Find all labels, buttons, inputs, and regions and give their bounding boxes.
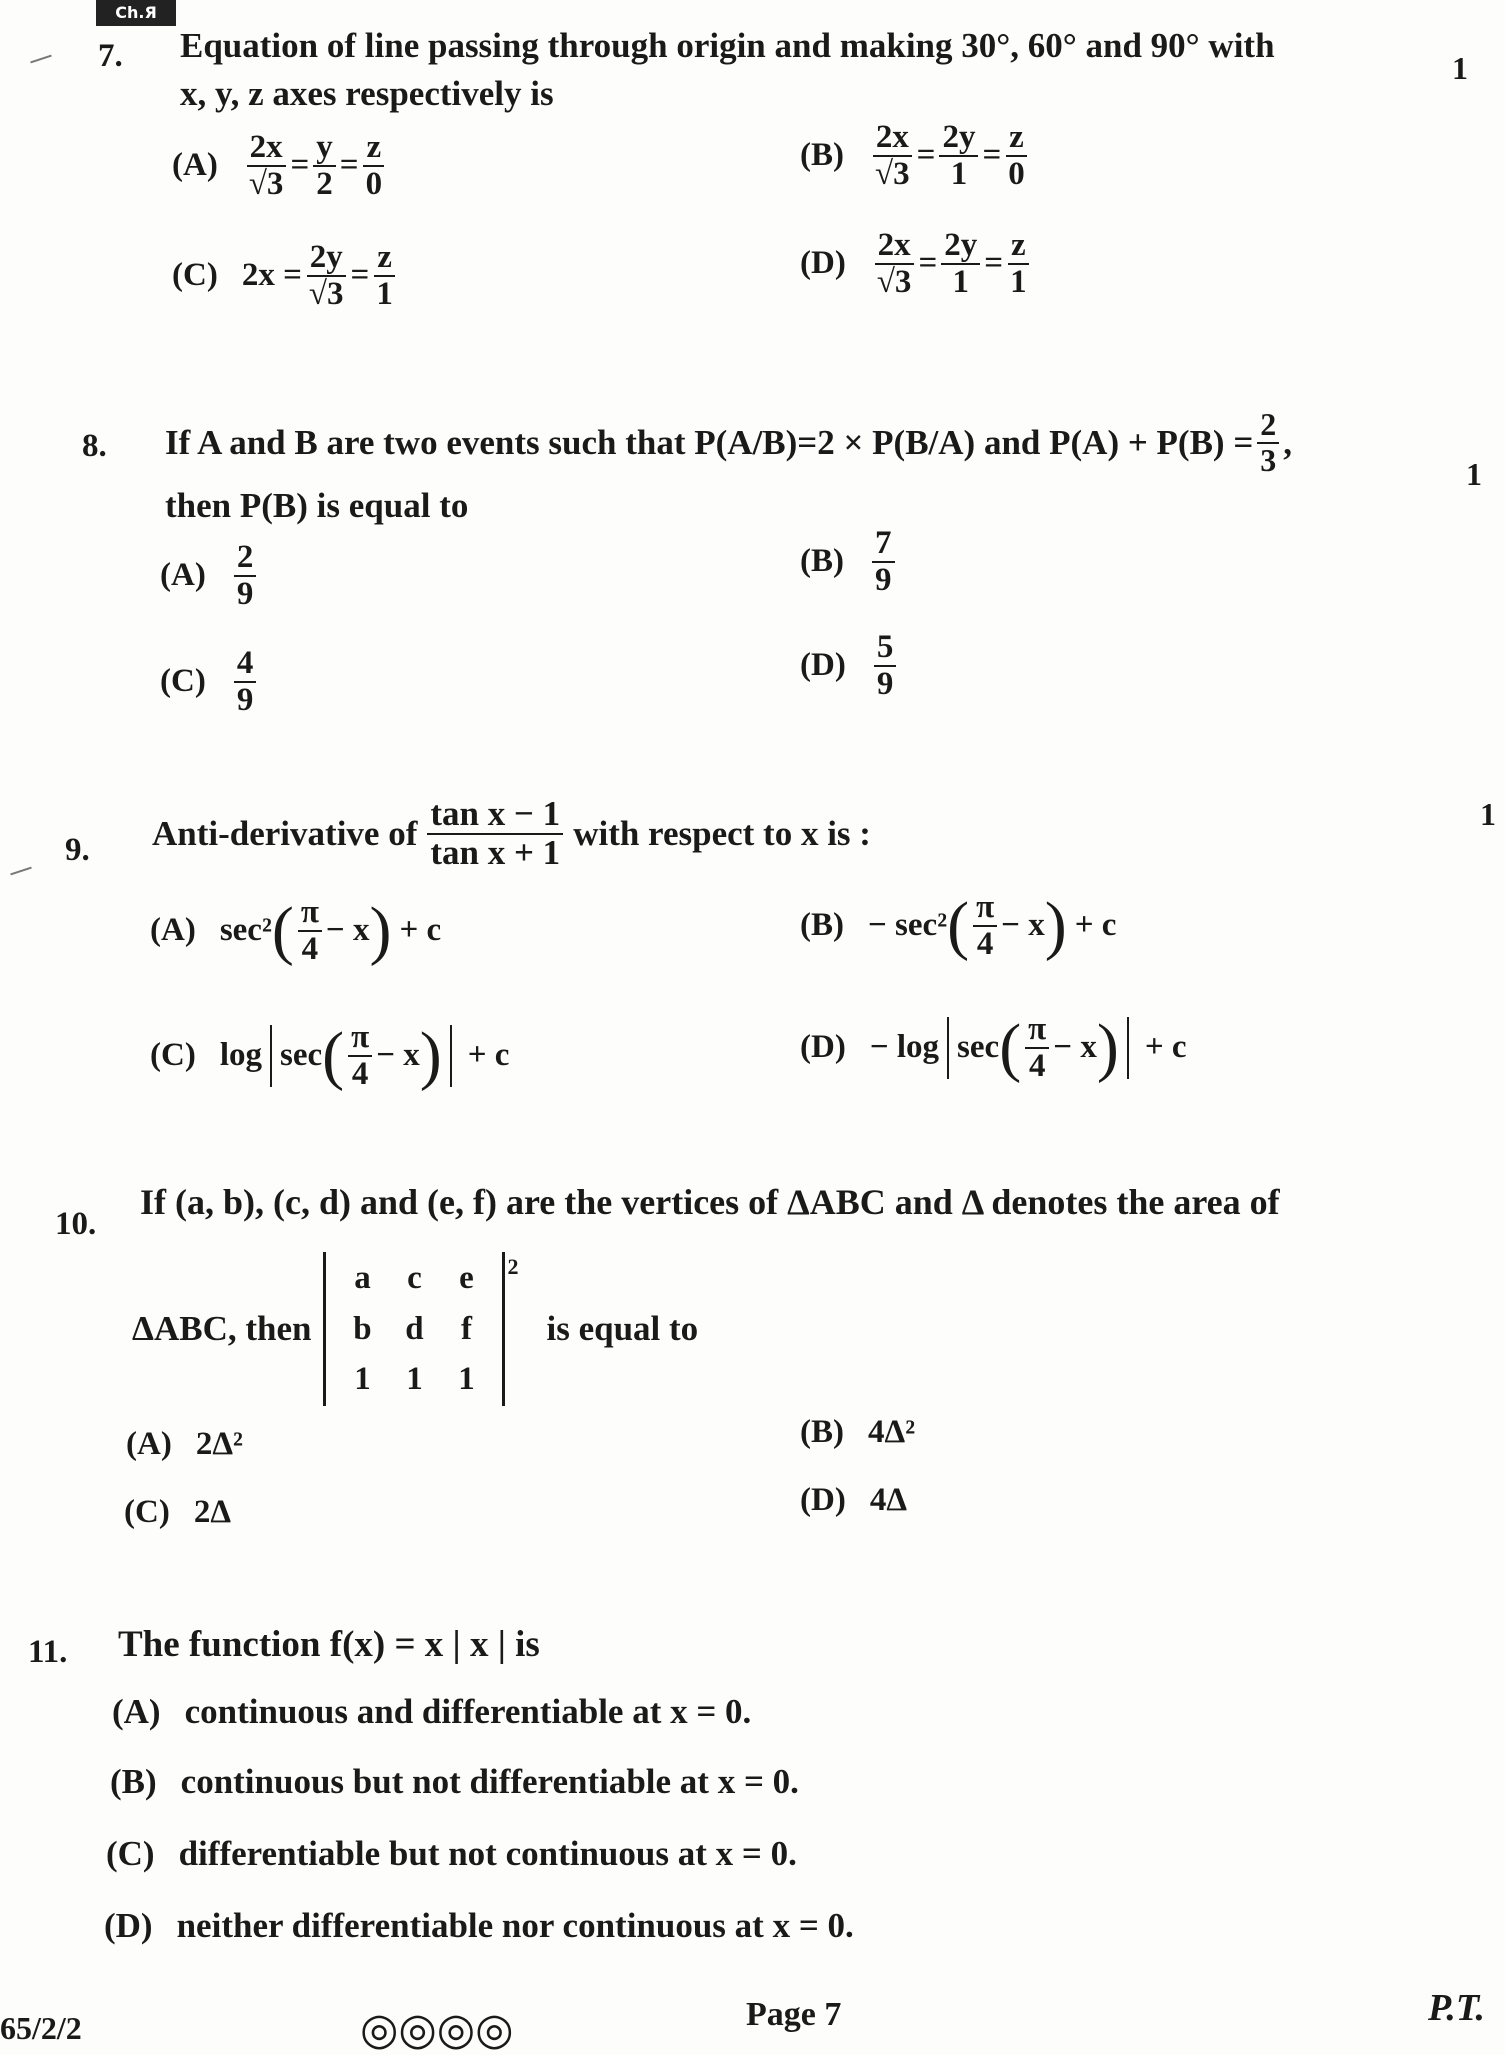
option-label: (D) <box>800 245 846 282</box>
denominator: 4 <box>351 1055 369 1092</box>
numerator: 2x <box>873 120 912 157</box>
option-d <box>800 630 900 701</box>
option-text: 4Δ <box>869 1482 908 1518</box>
question-text-part: with respect to x is : <box>573 814 871 854</box>
numerator: 2x <box>875 228 914 265</box>
option-label: (B) <box>110 1762 157 1801</box>
option-text: continuous but not differentiable at x = 0. <box>180 1762 799 1801</box>
abs-bar <box>270 1025 272 1087</box>
fraction <box>306 240 347 311</box>
matrix-cell: b <box>353 1310 372 1347</box>
numerator: 2y <box>941 228 980 265</box>
denominator: 4 <box>976 925 994 962</box>
matrix-cell: f <box>460 1310 472 1347</box>
abs-bar <box>450 1025 452 1087</box>
numerator: π <box>298 895 322 932</box>
fraction <box>872 526 895 597</box>
option-c <box>150 1020 509 1091</box>
numerator: 2y <box>939 120 978 157</box>
expr-part: + c <box>399 912 442 949</box>
option-a <box>126 1426 243 1463</box>
matrix-cell: 1 <box>354 1361 371 1398</box>
matrix-cell: d <box>405 1310 424 1347</box>
question-number: 7. <box>98 38 123 74</box>
option-label: (C) <box>106 1834 155 1873</box>
option-label: (B) <box>800 1414 844 1450</box>
matrix-cell: 1 <box>458 1361 475 1398</box>
paren: ( <box>322 1018 345 1092</box>
fraction <box>1005 120 1028 191</box>
expr-part: + c <box>1144 1029 1187 1066</box>
numerator: 2 <box>1257 408 1279 444</box>
option-label: (D) <box>800 1482 846 1518</box>
fraction <box>1257 408 1279 477</box>
option-label: (C) <box>124 1494 170 1530</box>
option-d <box>104 1906 854 1946</box>
expr-part: − sec² <box>868 907 948 944</box>
footer-mark: ◎◎◎◎ <box>360 2005 514 2054</box>
marks: 1 <box>1466 456 1482 492</box>
expr-part: − x <box>1053 1029 1097 1066</box>
denominator: 9 <box>875 561 892 598</box>
fraction <box>1007 228 1030 299</box>
question-text <box>152 796 871 872</box>
marks: 1 <box>1452 50 1468 86</box>
denominator: √3 <box>875 155 910 192</box>
matrix-cell: a <box>354 1260 371 1296</box>
numerator: z <box>374 240 395 277</box>
fraction <box>246 130 287 201</box>
denominator: √3 <box>248 165 284 202</box>
pen-mark <box>10 867 32 876</box>
option-a: (A) $\frac{2x}{√3}$ = $\frac{y}{2}$ = $\frac{z}{0}$ <box>172 130 389 201</box>
paren: ) <box>419 1018 442 1092</box>
denominator: √3 <box>876 263 912 300</box>
question-text: Equation of line passing through origin and making 30°, 60° and 90° with <box>180 26 1275 65</box>
option-a <box>112 1692 751 1732</box>
option-d <box>800 1012 1187 1083</box>
question-text-part: ΔABC, then <box>132 1309 312 1349</box>
fraction <box>363 130 386 201</box>
denominator: 1 <box>1010 263 1027 300</box>
paper-code: 65/2/2 <box>0 2010 82 2046</box>
option-c: (C) 2x = $\frac{2y}{√3}$ = $\frac{z}{1}$ <box>172 240 400 311</box>
matrix-cell: c <box>407 1260 422 1296</box>
page-number: Page 7 <box>746 1996 842 2033</box>
option-label: (C) <box>150 1037 196 1074</box>
question-number: 8. <box>82 428 107 464</box>
denominator: 9 <box>876 665 894 702</box>
denominator: 9 <box>236 681 254 718</box>
denominator: tan x + 1 <box>430 832 561 872</box>
expr-part: − x <box>325 912 370 949</box>
option-label: (C) <box>160 663 206 700</box>
paren: ) <box>369 893 392 967</box>
option-text: 4Δ² <box>868 1414 916 1450</box>
denominator: 0 <box>1008 155 1025 192</box>
numerator: z <box>1008 228 1029 265</box>
paren: ( <box>947 888 970 962</box>
expr-part: sec <box>279 1037 323 1074</box>
option-b <box>800 1414 915 1451</box>
expr-part: + c <box>467 1037 510 1074</box>
numerator: z <box>1006 120 1027 157</box>
option-text: differentiable but not continuous at x = 0. <box>178 1834 797 1873</box>
question-text: x, y, z axes respectively is <box>180 74 554 113</box>
pen-mark <box>30 55 52 64</box>
option-label: (B) <box>800 137 844 174</box>
paren: ) <box>1044 888 1067 962</box>
expr-part: + c <box>1074 907 1117 944</box>
question-text: The function f(x) = x | x | is <box>118 1624 540 1665</box>
denominator: 4 <box>1028 1047 1046 1084</box>
question-text-part: Anti-derivative of <box>152 814 418 854</box>
question-text <box>165 408 1292 477</box>
fraction <box>872 120 913 191</box>
question-text: then P(B) is equal to <box>165 486 469 525</box>
numerator: π <box>1025 1012 1049 1049</box>
option-b: (B) $\frac{2x}{√3}$ = $\frac{2y}{1}$ = $\frac{z}{0}$ <box>800 120 1032 191</box>
fraction <box>234 646 257 717</box>
denominator: 2 <box>316 165 333 202</box>
option-c <box>124 1494 231 1531</box>
option-text: continuous and differentiable at x = 0. <box>184 1692 752 1731</box>
matrix-cell: e <box>459 1260 474 1296</box>
option-text: 2Δ <box>193 1494 232 1530</box>
marks: 1 <box>1480 796 1496 832</box>
option-d: (D) $\frac{2x}{√3}$ = $\frac{2y}{1}$ = $\frac{z}{1}$ <box>800 228 1034 299</box>
numerator: 7 <box>872 526 895 563</box>
fraction <box>874 630 897 701</box>
option-label: (B) <box>800 543 844 580</box>
paren: ( <box>999 1010 1022 1084</box>
numerator: π <box>973 890 997 927</box>
fraction <box>313 130 336 201</box>
abs-bar <box>1127 1017 1129 1079</box>
numerator: z <box>363 130 384 167</box>
question-text-part: , <box>1283 422 1293 462</box>
fraction <box>1025 1012 1049 1083</box>
option-a <box>160 540 260 611</box>
question-number: 11. <box>28 1634 68 1670</box>
option-b <box>800 890 1116 961</box>
option-c <box>106 1834 797 1874</box>
option-b <box>110 1762 799 1802</box>
expr-part: − x <box>1001 907 1045 944</box>
determinant <box>323 1252 505 1406</box>
question-text-part: is equal to <box>546 1309 699 1349</box>
fraction <box>427 796 563 872</box>
option-label: (A) <box>172 147 218 184</box>
paren: ) <box>1096 1010 1119 1084</box>
denominator: 1 <box>950 155 968 192</box>
denominator: 0 <box>365 165 383 202</box>
expr-part: log <box>219 1037 262 1074</box>
option-label: (B) <box>800 907 844 944</box>
option-d <box>800 1482 907 1519</box>
numerator: 5 <box>874 630 897 667</box>
denominator: √3 <box>308 275 344 312</box>
option-b <box>800 526 899 597</box>
question-text-part: If A and B are two events such that P(A/B)=2 × P(B/A) and P(A) + P(B) = <box>165 422 1254 462</box>
option-label: (D) <box>104 1906 153 1945</box>
numerator: π <box>348 1020 372 1057</box>
fraction <box>941 228 980 299</box>
fraction <box>939 120 978 191</box>
fraction <box>874 228 915 299</box>
abs-bar <box>947 1017 949 1079</box>
denominator: 3 <box>1260 441 1277 478</box>
denominator: 1 <box>952 263 969 300</box>
denominator: 4 <box>301 930 319 967</box>
fraction <box>973 890 997 961</box>
pto-label: P.T. <box>1428 1987 1486 2029</box>
logo-badge: Ch.Я <box>96 0 176 26</box>
fraction <box>234 540 257 611</box>
matrix-cell: 1 <box>406 1361 423 1398</box>
question-text <box>132 1252 698 1406</box>
numerator: y <box>313 130 336 167</box>
expr-part: − x <box>376 1037 420 1074</box>
numerator: tan x − 1 <box>427 796 563 835</box>
question-number: 10. <box>55 1206 97 1242</box>
option-c <box>160 646 260 717</box>
denominator: 1 <box>376 275 393 312</box>
numerator: 2 <box>234 540 257 577</box>
option-label: (A) <box>160 557 206 594</box>
exponent: 2 <box>507 1254 519 1279</box>
paren: ( <box>271 893 294 967</box>
fraction <box>298 895 322 966</box>
option-label: (C) <box>172 257 218 294</box>
option-label: (D) <box>800 647 846 684</box>
fraction <box>373 240 396 311</box>
option-label: (D) <box>800 1029 846 1066</box>
fraction <box>348 1020 372 1091</box>
option-text: neither differentiable nor continuous at x = 0. <box>176 1906 854 1945</box>
option-a <box>150 895 441 966</box>
expr-part: sec <box>957 1029 1000 1066</box>
expr-part: − log <box>869 1029 940 1066</box>
numerator: 2x <box>247 130 286 167</box>
option-label: (A) <box>150 912 196 949</box>
question-text: If (a, b), (c, d) and (e, f) are the vertices of ΔABC and Δ denotes the area of <box>140 1182 1280 1222</box>
denominator: 9 <box>236 575 254 612</box>
option-text: 2Δ² <box>195 1426 243 1462</box>
option-label: (A) <box>126 1426 172 1462</box>
expr-part: sec² <box>219 912 272 949</box>
numerator: 4 <box>234 646 257 683</box>
lead-text: 2x = <box>241 257 302 294</box>
numerator: 2y <box>307 240 346 277</box>
question-number: 9. <box>65 832 90 868</box>
option-label: (A) <box>112 1692 161 1731</box>
